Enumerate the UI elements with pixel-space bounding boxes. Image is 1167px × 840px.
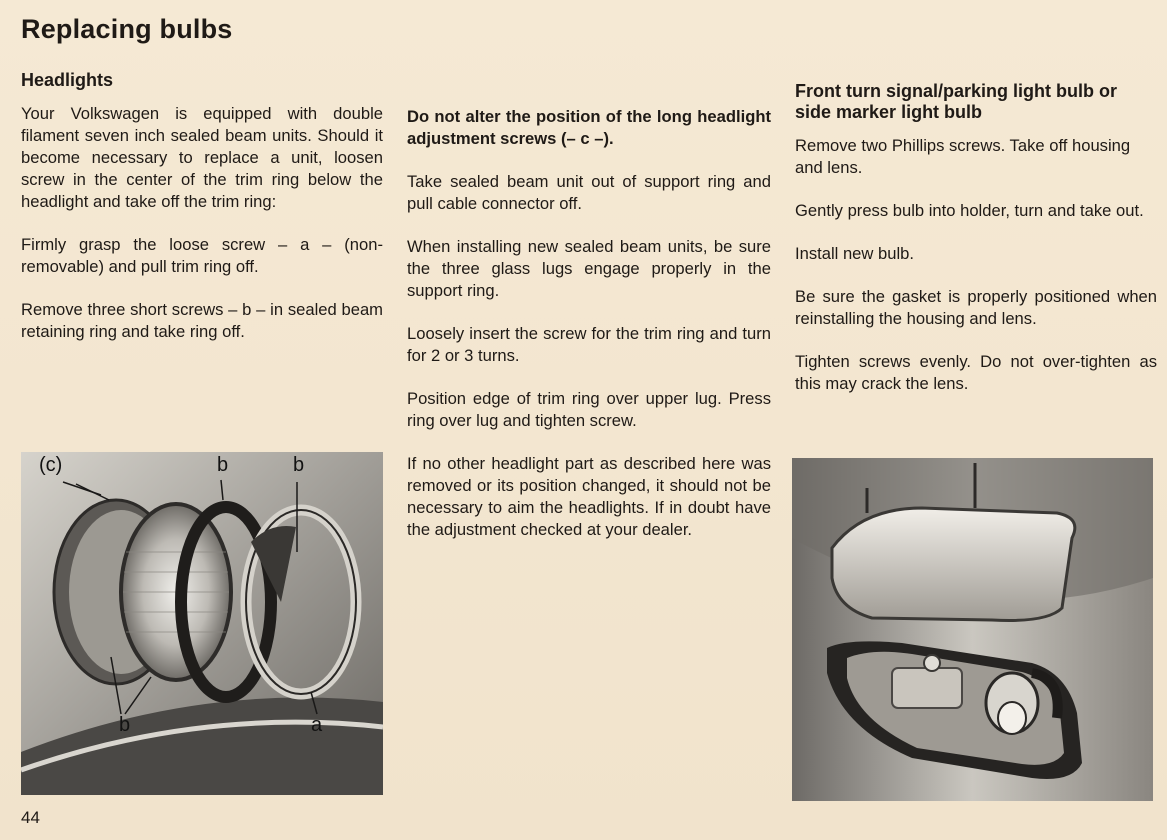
- turn-signal-column: [795, 81, 1157, 416]
- headlights-column: [21, 70, 383, 364]
- turn-signal-photo: [792, 458, 1153, 801]
- headlights-step-screws: Remove three short screws – b – in sealed beam retaining ring and take ring off.: [21, 300, 383, 341]
- install-step-3: Loosely insert the screw for the trim ring and turn for 2 or 3 turns.: [407, 324, 771, 365]
- page-title: Replacing bulbs: [21, 14, 233, 44]
- turn-signal-step-5: Tighten screws evenly. Do not over-tighten as this may crack the lens.: [795, 352, 1157, 393]
- turn-signal-step-1: Remove two Phillips screws. Take off housing and lens.: [795, 136, 1131, 177]
- headlights-step-trim-ring: Firmly grasp the loose screw – a – (non-removable) and pull trim ring off.: [21, 235, 383, 276]
- label-a: a: [311, 714, 323, 736]
- label-b-top-2: b: [293, 454, 305, 476]
- headlight-photo: [21, 452, 383, 795]
- headlights-heading: Headlights: [21, 70, 114, 90]
- install-step-4: Position edge of trim ring over upper lug. Press ring over lug and tighten screw.: [407, 389, 771, 430]
- install-step-5: If no other headlight part as described here was removed or its position changed, it should not be necessary to aim the headlights. If in doubt have the adjustment checked at your dealer.: [407, 454, 771, 539]
- turn-signal-step-2: Gently press bulb into holder, turn and take out.: [795, 201, 1144, 220]
- turn-signal-step-3: Install new bulb.: [795, 244, 914, 263]
- install-step-2: When installing new sealed beam units, be sure the three glass lugs engage properly in the support ring.: [407, 237, 771, 300]
- label-b-bottom: b: [119, 714, 131, 736]
- label-b-top-1: b: [217, 454, 229, 476]
- headlights-intro: Your Volkswagen is equipped with double filament seven inch sealed beam units. Should it become necessary to replace a unit, loosen screw in the center of the trim ring below the headlight and take off the trim ring:: [21, 104, 383, 211]
- label-c: (c): [39, 454, 63, 476]
- install-step-1: Take sealed beam unit out of support ring and pull cable connector off.: [407, 172, 771, 213]
- headlight-illustration: [21, 452, 383, 795]
- turn-signal-step-4: Be sure the gasket is properly positioned when reinstalling the housing and lens.: [795, 287, 1157, 328]
- adjustment-warning: Do not alter the position of the long headlight adjustment screws (– c –).: [407, 107, 771, 148]
- page-number: 44: [21, 808, 40, 827]
- turn-signal-illustration: [792, 458, 1153, 801]
- installation-column: [407, 106, 771, 562]
- turn-signal-heading: Front turn signal/parking light bulb or side marker light bulb: [795, 81, 1117, 122]
